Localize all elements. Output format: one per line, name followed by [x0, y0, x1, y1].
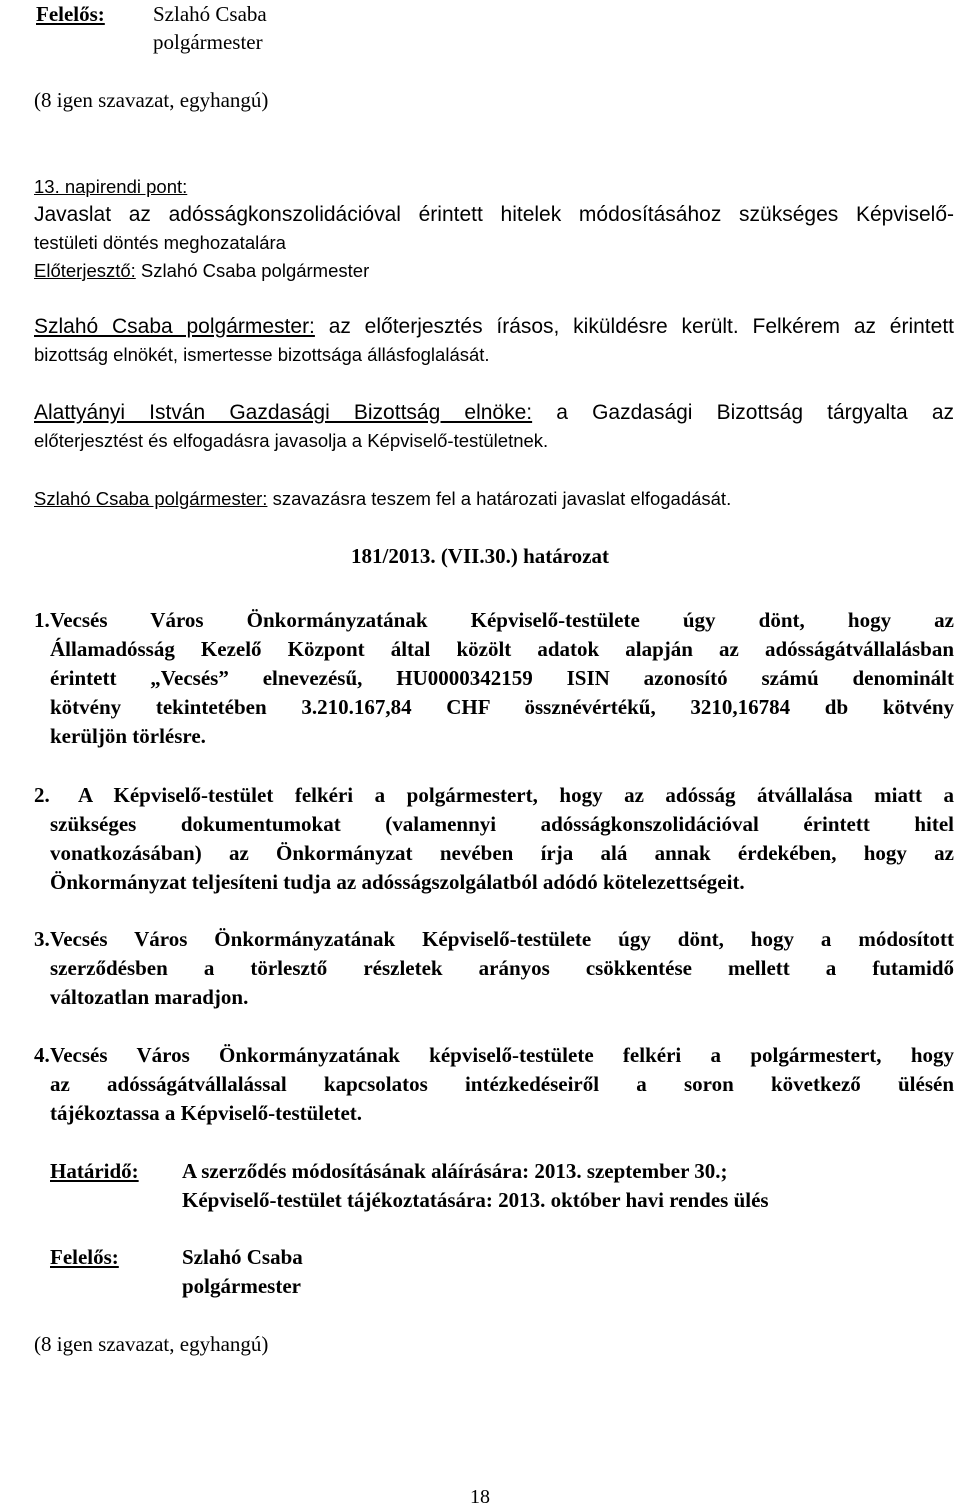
responsible-label: Felelős:: [50, 1245, 119, 1269]
discussion-p1-line1: [34, 312, 954, 341]
top-responsible-title: polgármester: [153, 30, 263, 54]
p3-speaker: Szlahó Csaba polgármester:: [34, 488, 268, 509]
item-3-last: változatlan maradjon.: [50, 985, 249, 1009]
item-4-line1: Vecsés Város Önkormányzatának képviselő-testülete felkéri a polgármestert, hogy: [50, 1043, 954, 1067]
deadline-label: Határidő:: [50, 1159, 139, 1183]
p1-line1-rest: az előterjesztés írásos, kiküldésre került. Felkérem az érintett: [314, 315, 954, 338]
item-1-line1-text: Vecsés Város Önkormányzatának Képviselő-testülete úgy dönt, hogy az: [50, 608, 954, 632]
item-3-line2: szerződésben a törlesztő részletek arányos csökkentése mellett a futamidő: [50, 956, 954, 980]
item-4-last: tájékoztassa a Képviselő-testületet.: [50, 1101, 363, 1125]
item-1-line3: érintett „Vecsés” elnevezésű, HU0000342159 ISIN azonosító számú denominált: [50, 666, 954, 690]
discussion-p1-line2: bizottság elnökét, ismertesse bizottsága állásfoglalását.: [34, 344, 490, 365]
item-2-line2: szükséges dokumentumokat (valamennyi adósságkonszolidációval érintett hitel: [50, 812, 954, 836]
item-4-number: 4.: [34, 1043, 50, 1067]
deadline-line2: Képviselő-testület tájékoztatására: 2013. október havi rendes ülés: [182, 1188, 769, 1212]
top-responsible-label: Felelős:: [36, 2, 105, 26]
item-2-number: 2.: [34, 783, 50, 807]
agenda-title-line1: Javaslat az adósságkonszolidációval érintett hitelek módosításához szükséges Képviselő-: [34, 203, 954, 226]
item-1-line2: Államadósság Kezelő Központ által közölt adatok alapján az adósságátvállalásban: [50, 637, 954, 661]
page-number: 18: [470, 1486, 490, 1508]
item-1-number: 1.: [34, 608, 50, 632]
item-1-last: kerüljön törlésre.: [50, 724, 206, 748]
presenter-name: Szlahó Csaba polgármester: [135, 260, 370, 281]
responsible-name: Szlahó Csaba: [182, 1245, 303, 1269]
item-1-line4: kötvény tekintetében 3.210.167,84 CHF össznévértékű, 3210,16784 db kötvény: [50, 695, 954, 719]
item-4-line2: az adósságátvállalással kapcsolatos intézkedéseiről a soron következő ülésén: [50, 1072, 954, 1096]
resolution-title: 181/2013. (VII.30.) határozat: [350, 544, 609, 568]
p2-line1-rest: a Gazdasági Bizottság tárgyalta az: [532, 401, 954, 424]
top-vote: (8 igen szavazat, egyhangú): [34, 88, 269, 112]
p3-rest: szavazásra teszem fel a határozati javaslat elfogadását.: [267, 488, 732, 509]
p2-speaker: Alattyányi István Gazdasági Bizottság elnöke:: [34, 401, 533, 424]
agenda-title-line2: testületi döntés meghozatalára: [34, 232, 286, 253]
item-3-line1: Vecsés Város Önkormányzatának Képviselő-testülete úgy dönt, hogy a módosított: [50, 927, 954, 951]
item-1-line1: [50, 606, 954, 635]
presenter-label: Előterjesztő:: [34, 260, 136, 281]
discussion-p3: [34, 484, 731, 513]
agenda-presenter: [34, 256, 369, 285]
responsible-title: polgármester: [182, 1274, 301, 1298]
p1-speaker: Szlahó Csaba polgármester:: [34, 315, 315, 338]
item-2-line1: A Képviselő-testület felkéri a polgármestert, hogy az adósság átvállalása miatt a: [78, 783, 954, 807]
discussion-p2-line2: előterjesztést és elfogadásra javasolja a Képviselő-testületnek.: [34, 430, 549, 451]
top-responsible-name: Szlahó Csaba: [153, 2, 267, 26]
discussion-p2-line1: [34, 398, 954, 427]
agenda-heading: 13. napirendi pont:: [34, 176, 188, 197]
item-2-last: Önkormányzat teljesíteni tudja az adósságszolgálatból adódó kötelezettségeit.: [50, 870, 745, 894]
item-2-line3: vonatkozásában) az Önkormányzat nevében írja alá annak érdekében, hogy az: [50, 841, 954, 865]
resolution-vote: (8 igen szavazat, egyhangú): [34, 1332, 269, 1356]
deadline-line1: A szerződés módosításának aláírására: 2013. szeptember 30.;: [182, 1159, 728, 1183]
item-3-number: 3.: [34, 927, 50, 951]
